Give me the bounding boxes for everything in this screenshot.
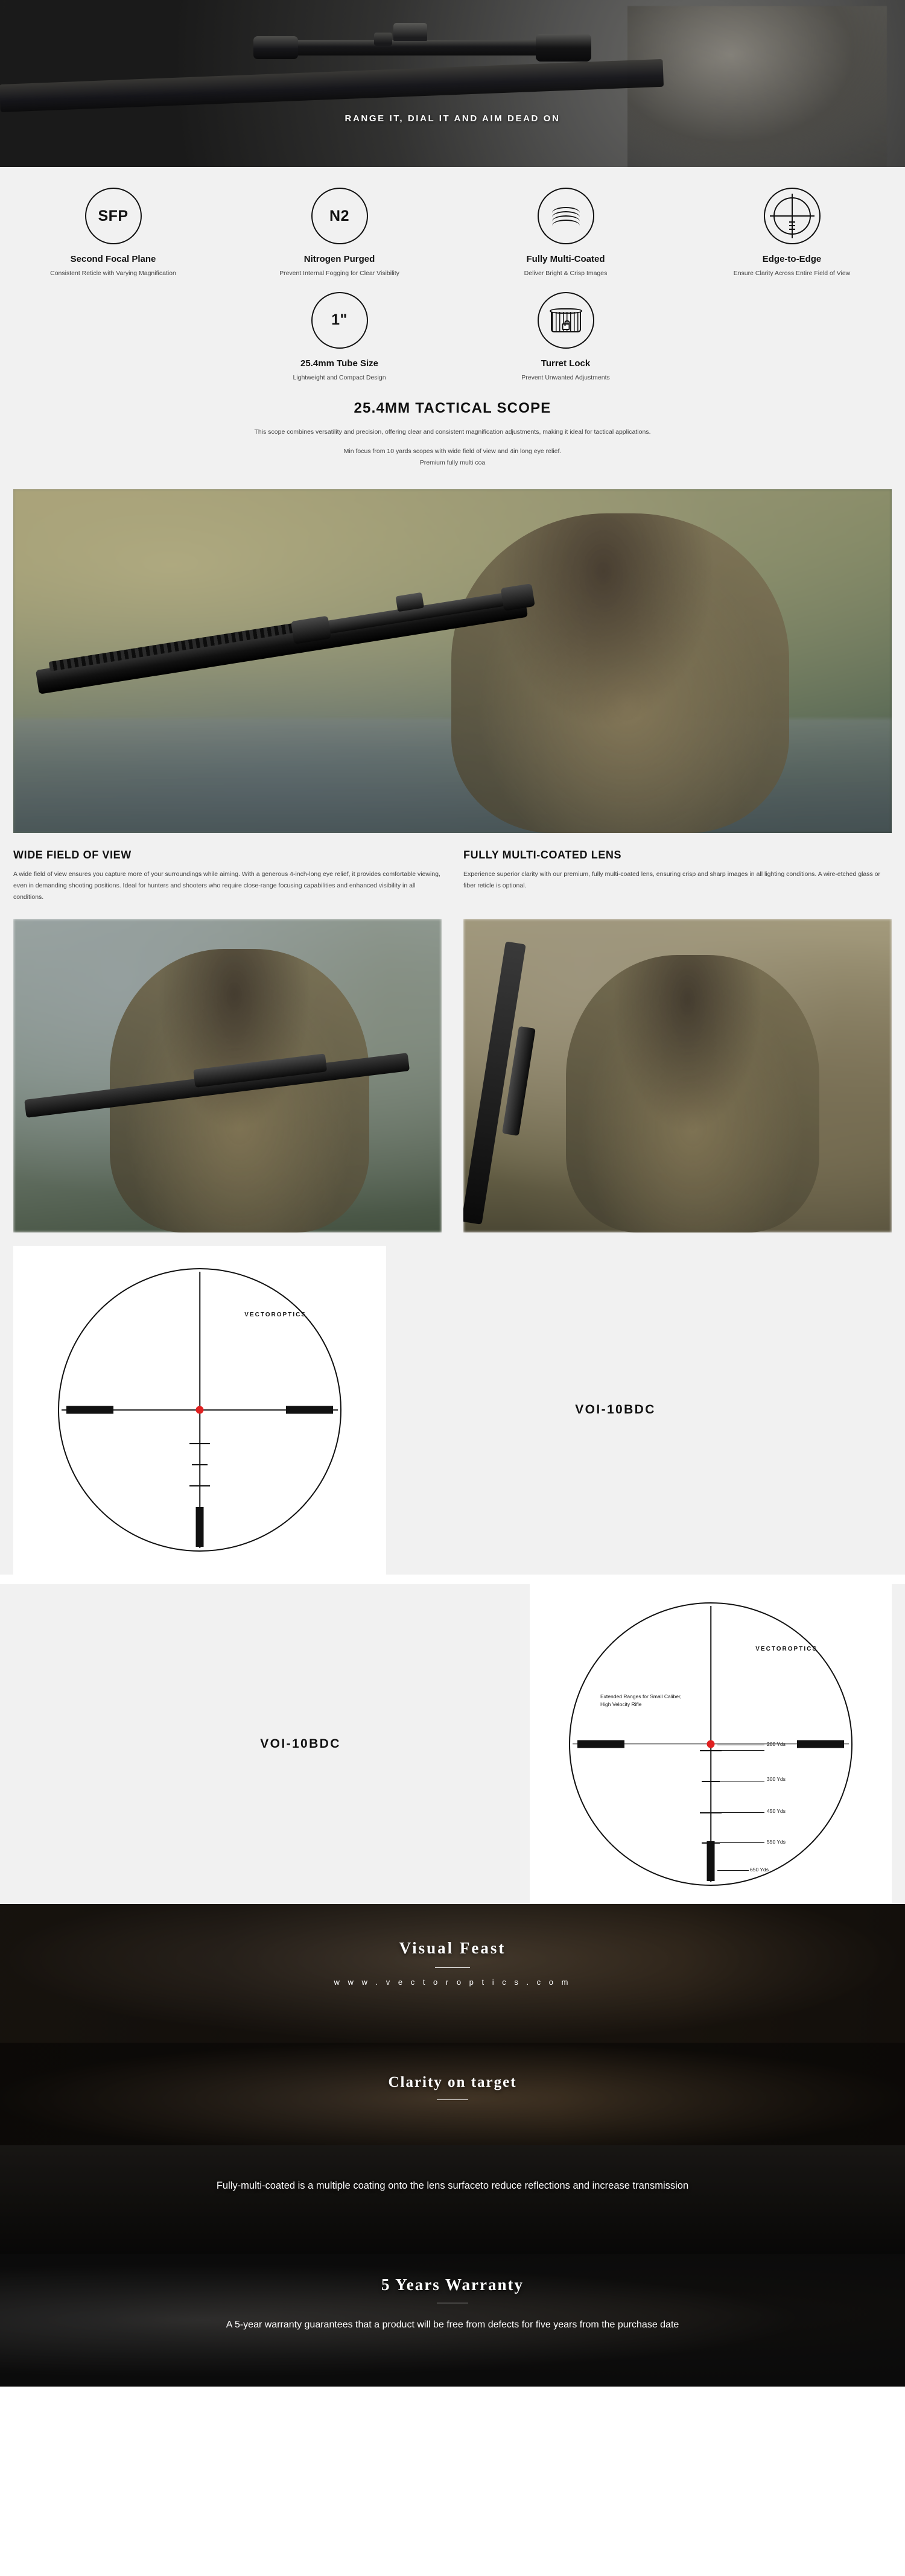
feature-edge-to-edge [679, 188, 905, 279]
feature-second-focal-plane [0, 188, 226, 279]
feature-title: Turret Lock [541, 358, 591, 369]
two-column-text [0, 833, 905, 913]
scope-objective-bell [536, 34, 591, 62]
banner-clarity-on-target [0, 2043, 905, 2145]
reticle-yard-label: 550 Yds [767, 1838, 786, 1845]
reticle-yard-label: 200 Yds [767, 1740, 786, 1747]
tube-size-icon-label: 1" [331, 311, 348, 329]
feature-nitrogen-purged [226, 188, 453, 279]
photo-kneeling-shooter [13, 919, 442, 1232]
hero-scope-illustration [253, 29, 591, 65]
reticle-name-1: VOI-10BDC [575, 1403, 656, 1417]
reticle-center-dot [707, 1740, 715, 1748]
banner-body-text: A 5-year warranty guarantees that a product will be free from defects for five years from the purchase date [226, 2319, 679, 2330]
feature-row-1 [0, 188, 905, 279]
feature-icon-section [0, 167, 905, 392]
reticle-brand-label: VECTOROPTICS [244, 1312, 306, 1319]
reticle-yard-label: 450 Yds [767, 1807, 786, 1814]
feature-desc: Prevent Internal Fogging for Clear Visibility [279, 270, 399, 277]
feature-title: Fully Multi-Coated [526, 254, 605, 264]
feature-desc: Lightweight and Compact Design [293, 373, 386, 381]
column-fully-multi-coated-lens [463, 849, 892, 903]
reticle-name-2: VOI-10BDC [260, 1736, 341, 1751]
nitrogen-icon [311, 188, 368, 244]
reticle-brand-label: VECTOROPTICS [755, 1645, 818, 1652]
arcs-shape [552, 207, 580, 225]
nitrogen-icon-label: N2 [329, 207, 349, 224]
reticle-section-b [0, 1584, 905, 1904]
hero-banner [0, 0, 905, 167]
reticle-card-2 [530, 1584, 892, 1904]
photo-pair [0, 913, 905, 1246]
intro-paragraph-2: Min focus from 10 yards scopes with wide field of view and 4in long eye relief. [343, 448, 562, 455]
turret-lock-icon [538, 292, 594, 349]
turret-lock-shape [550, 308, 582, 332]
intro-paragraph-1: This scope combines versatility and precision, offering clear and consistent magnification adjustments, making it ideal for tactical applications. [254, 428, 651, 436]
banner-title: Clarity on target [388, 2073, 517, 2090]
shooter-main-photo [13, 489, 892, 833]
scope-elevation-turret [393, 23, 427, 41]
crosshair-shape [773, 197, 811, 235]
scope-eyepiece [253, 36, 298, 59]
sfp-icon [85, 188, 142, 244]
reticle-card-1 [13, 1246, 386, 1575]
reticle-yard-label: 650 Yds [750, 1866, 769, 1873]
feature-title: 25.4mm Tube Size [300, 358, 378, 369]
tube-size-icon [311, 292, 368, 349]
reticle-center-dot [196, 1406, 204, 1414]
section-title: WIDE FIELD OF VIEW [13, 849, 132, 861]
section-body: A wide field of view ensures you capture more of your surroundings while aiming. With a generous 4-inch-long eye relief, it provides comfortable viewing, even in demanding shooting positions. Ideal for hunters and shooters who require close-range focusing capabilities and enhanced visibility in all conditions. [13, 871, 440, 901]
intro-title: 25.4MM TACTICAL SCOPE [354, 399, 551, 416]
banner-title: 5 Years Warranty [381, 2275, 524, 2294]
hero-headline: RANGE IT, DIAL IT AND AIM DEAD ON [345, 113, 560, 124]
column-wide-field-of-view [13, 849, 442, 903]
scope-side-turret [374, 33, 392, 46]
banner-divider [437, 2099, 468, 2100]
banner-body-text: Fully-multi-coated is a multiple coating onto the lens surfaceto reduce reflections and increase transmission [216, 2180, 689, 2191]
reticle-diagram-2 [569, 1602, 853, 1886]
intro-paragraph-3: Premium fully multi coa [419, 459, 486, 467]
feature-title: Edge-to-Edge [762, 254, 822, 264]
photo-shooter [451, 513, 789, 833]
banner-title: Visual Feast [399, 1938, 506, 1957]
reticle-note: Extended Ranges for Small Caliber, High Velocity Rifle [600, 1693, 682, 1707]
section-body: Experience superior clarity with our premium, fully multi-coated lens, ensuring crisp and sharp images in all lighting conditions. A wire-etched glass or fiber reticle is optional. [463, 871, 880, 890]
feature-fully-multi-coated [453, 188, 679, 279]
banner-clarity-description [0, 2145, 905, 2254]
feature-tube-size [226, 292, 453, 383]
banner-website: w w w . v e c t o r o p t i c s . c o m [334, 1977, 571, 1987]
reticle-crosshair-icon [764, 188, 821, 244]
banner-visual-feast [0, 1904, 905, 2043]
intro-section [0, 392, 905, 490]
feature-turret-lock [453, 292, 679, 383]
sfp-icon-label: SFP [98, 207, 129, 224]
feature-desc: Ensure Clarity Across Entire Field of View [733, 270, 851, 277]
feature-title: Nitrogen Purged [303, 254, 375, 264]
section-title: FULLY MULTI-COATED LENS [463, 849, 622, 861]
reticle-diagram-1 [58, 1268, 341, 1552]
feature-desc: Consistent Reticle with Varying Magnification [50, 270, 176, 277]
hero-shooter-photo [627, 6, 887, 167]
feature-row-2 [0, 292, 905, 383]
multi-coated-arcs-icon [538, 188, 594, 244]
hero-photo-wrap [0, 489, 905, 833]
reticle-yard-label: 300 Yds [767, 1775, 786, 1782]
feature-desc: Deliver Bright & Crisp Images [524, 270, 608, 277]
banner-divider [435, 1967, 470, 1968]
photo-standing-shooter [463, 919, 892, 1232]
banner-warranty [0, 2254, 905, 2387]
feature-desc: Prevent Unwanted Adjustments [521, 373, 610, 381]
reticle-section-a [0, 1246, 905, 1575]
feature-title: Second Focal Plane [70, 254, 156, 264]
